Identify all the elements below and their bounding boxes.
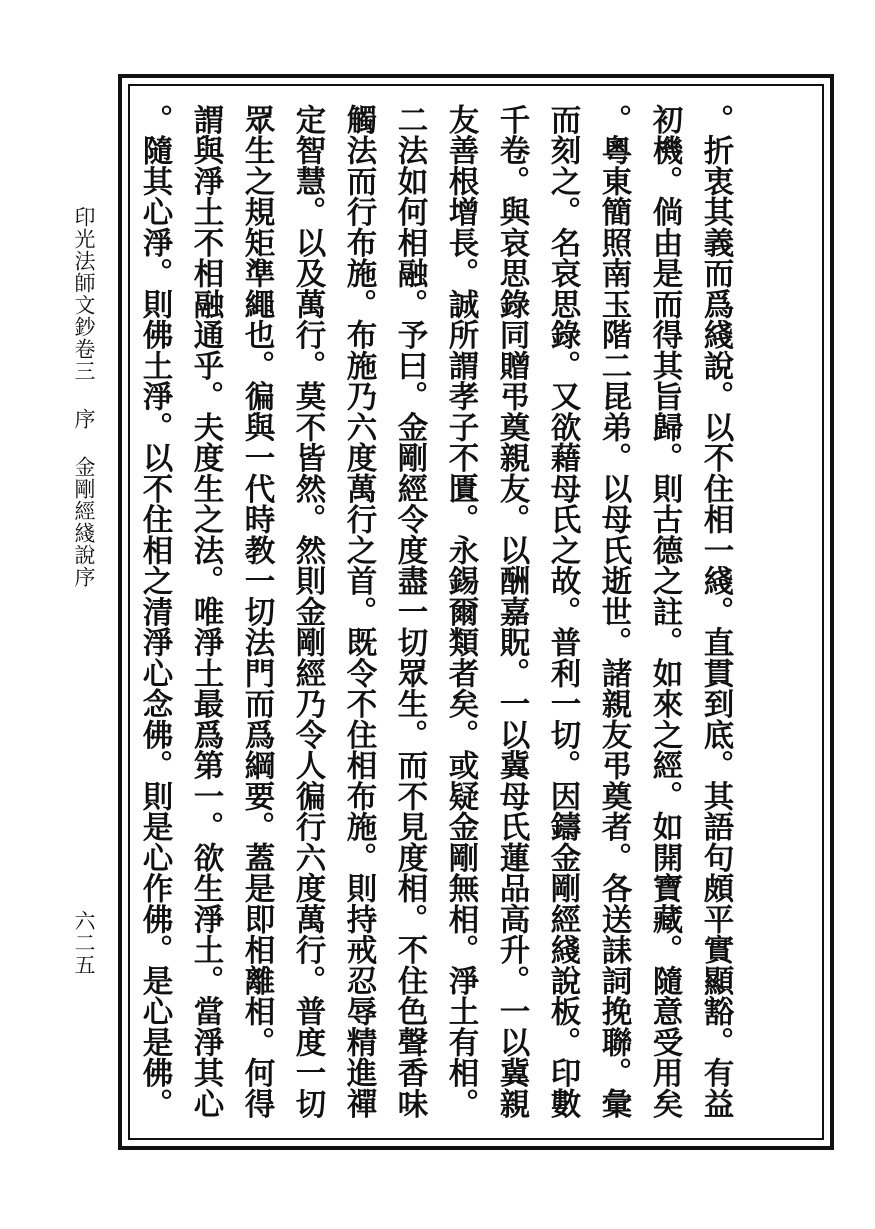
text-column-4: 而刻之。名哀思錄。又欲藉母氏之故。普利一切。因鑄金剛經綫說板。印數: [545, 104, 581, 1119]
running-head-chapter: 金剛經綫說序: [72, 456, 96, 588]
text-column-11: 謂與淨土不相融通乎。夫度生之法。唯淨土最爲第一。欲生淨土。當淨其心: [188, 104, 224, 1119]
running-head-book: 印光法師文鈔卷三: [72, 206, 96, 382]
text-column-1: 。折衷其義而爲綫說。以不住相一綫。直貫到底。其語句頗平實顯豁。有益: [698, 104, 734, 1119]
text-column-7: 二法如何相融。予曰。金剛經令度盡一切眾生。而不見度相。不住色聲香味: [392, 104, 428, 1119]
running-head: [72, 206, 96, 588]
text-column-10: 眾生之規矩準繩也。徧與一代時教一切法門而爲綱要。蓋是即相離相。何得: [239, 104, 275, 1119]
running-head-section: 序: [72, 408, 96, 430]
text-column-2: 初機。倘由是而得其旨歸。則古德之註。如來之經。如開寶藏。隨意受用矣: [647, 104, 683, 1119]
text-column-12: 。隨其心淨。則佛土淨。以不住相之清淨心念佛。則是心作佛。是心是佛。: [137, 104, 173, 1119]
text-column-5: 千卷。與哀思錄同贈弔奠親友。以酬嘉貺。一以冀母氏蓮品高升。一以冀親: [494, 104, 530, 1119]
text-column-8: 觸法而行布施。布施乃六度萬行之首。既令不住相布施。則持戒忍辱精進禪: [341, 104, 377, 1119]
text-column-3: 。粵東簡照南玉階二昆弟。以母氏逝世。諸親友弔奠者。各送誄詞挽聯。彙: [596, 104, 632, 1119]
page-number: 六二五: [72, 910, 96, 976]
text-column-6: 友善根增長。誠所謂孝子不匱。永錫爾類者矣。或疑金剛無相。淨土有相。: [443, 104, 479, 1119]
text-column-9: 定智慧。以及萬行。莫不皆然。然則金剛經乃令人徧行六度萬行。普度一切: [290, 104, 326, 1119]
